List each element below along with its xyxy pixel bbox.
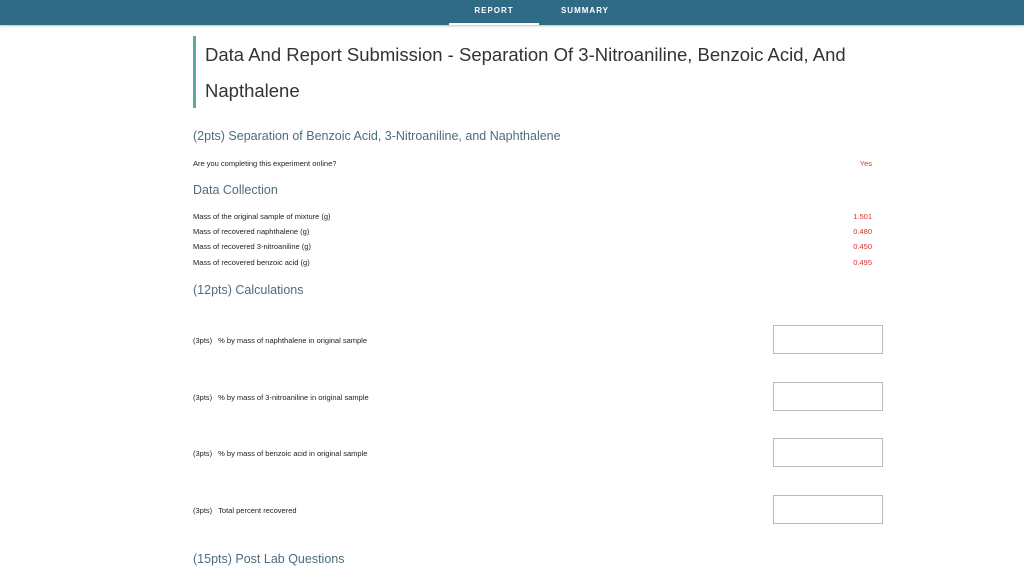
calc-input-total-recovered[interactable] xyxy=(773,495,883,524)
tab-summary[interactable]: SUMMARY xyxy=(560,6,610,15)
calc-label-benzoic-acid xyxy=(193,449,367,458)
section-heading-data-collection: Data Collection xyxy=(193,183,278,197)
calc-label-text: Total percent recovered xyxy=(218,506,297,515)
top-navigation-bar xyxy=(0,0,1024,25)
page-title: Data And Report Submission - Separation Of 3-Nitroaniline, Benzoic Acid, And Napthalene xyxy=(205,44,846,101)
page-title-block xyxy=(193,36,865,108)
calc-points: (3pts) xyxy=(193,506,213,515)
calc-input-benzoic-acid[interactable] xyxy=(773,438,883,467)
calc-label-naphthalene xyxy=(193,336,367,345)
online-question-answer: Yes xyxy=(859,159,872,168)
calc-label-text: % by mass of benzoic acid in original sample xyxy=(218,449,368,458)
data-row-label-nitroaniline: Mass of recovered 3-nitroaniline (g) xyxy=(193,242,311,251)
data-row-value-mixture: 1.501 xyxy=(853,212,872,221)
calc-label-text: % by mass of naphthalene in original sample xyxy=(218,336,368,345)
calc-points: (3pts) xyxy=(193,336,213,345)
tab-report[interactable]: REPORT xyxy=(449,0,539,25)
calc-input-naphthalene[interactable] xyxy=(773,325,883,354)
data-row-label-mixture: Mass of the original sample of mixture (g) xyxy=(193,212,331,221)
data-row-label-benzoic-acid: Mass of recovered benzoic acid (g) xyxy=(193,258,310,267)
calc-label-text: % by mass of 3-nitroaniline in original sample xyxy=(218,393,369,402)
section-heading-post-lab: (15pts) Post Lab Questions xyxy=(193,552,345,566)
data-row-label-naphthalene: Mass of recovered naphthalene (g) xyxy=(193,227,310,236)
calc-input-nitroaniline[interactable] xyxy=(773,382,883,411)
calc-label-total-recovered xyxy=(193,506,297,515)
section-heading-calculations: (12pts) Calculations xyxy=(193,283,304,297)
data-row-value-naphthalene: 0.480 xyxy=(853,227,872,236)
calc-points: (3pts) xyxy=(193,393,213,402)
calc-points: (3pts) xyxy=(193,449,213,458)
calc-label-nitroaniline xyxy=(193,393,369,402)
data-row-value-nitroaniline: 0.450 xyxy=(853,242,872,251)
data-row-value-benzoic-acid: 0.495 xyxy=(853,258,872,267)
section-heading-separation: (2pts) Separation of Benzoic Acid, 3-Nitroaniline, and Naphthalene xyxy=(193,129,561,143)
online-question-label: Are you completing this experiment online? xyxy=(193,159,337,168)
